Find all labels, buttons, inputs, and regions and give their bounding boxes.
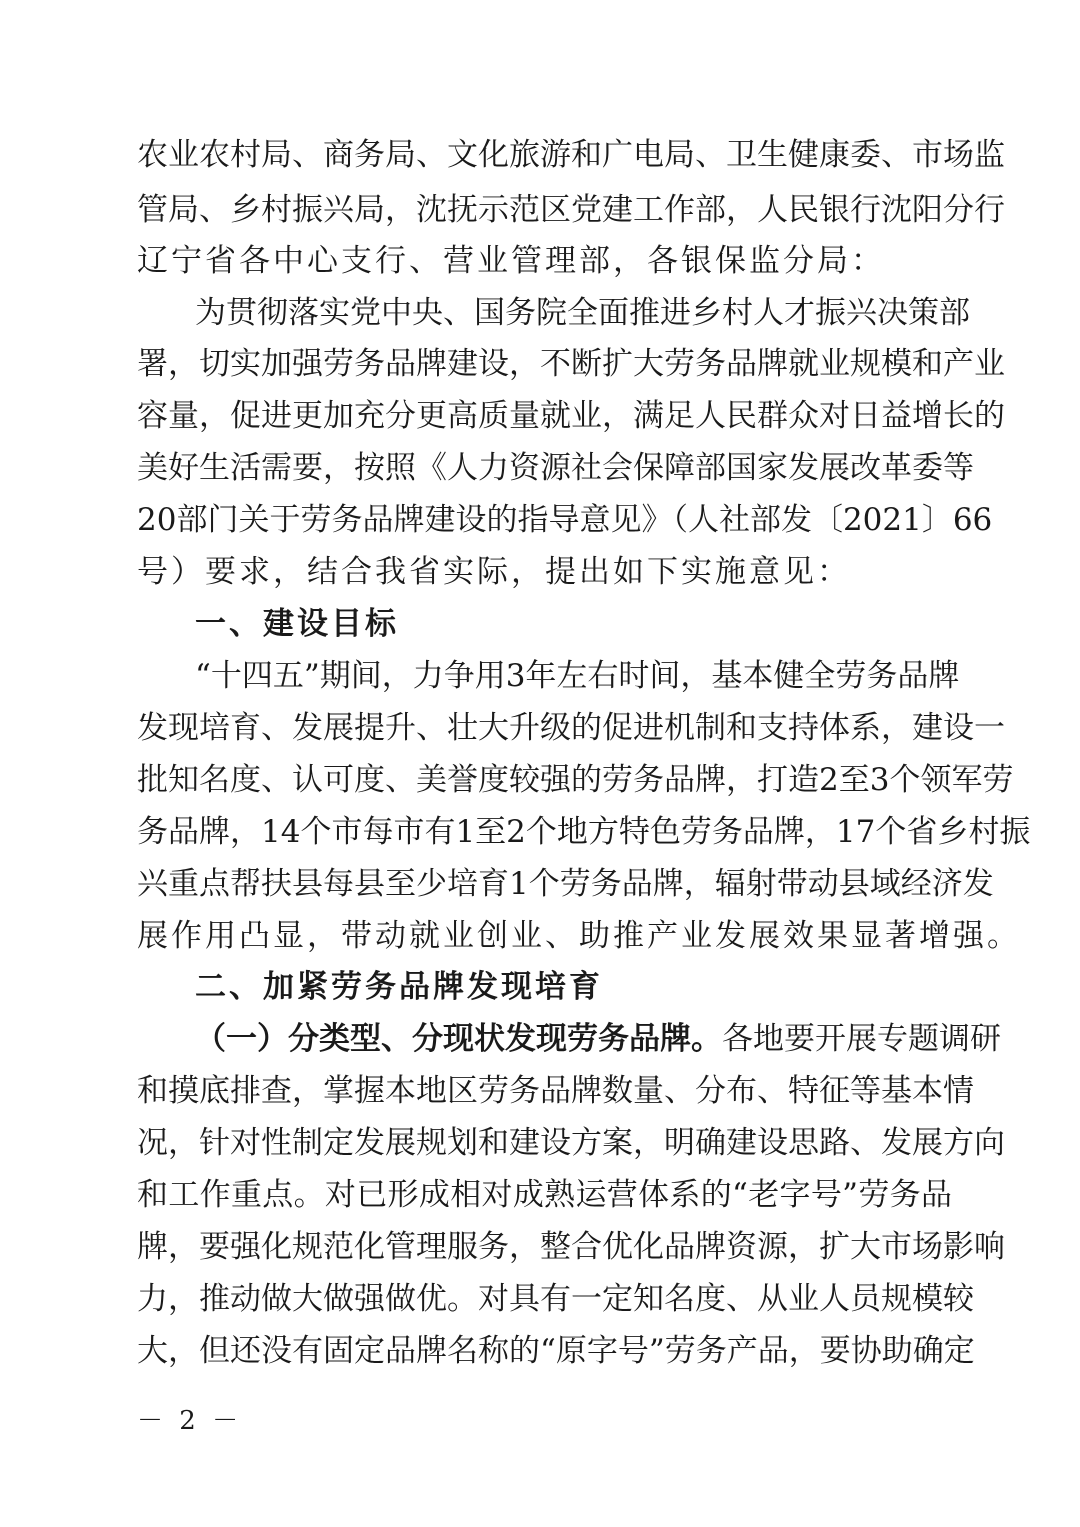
subsection-lead: （一）分类型、分现状发现劳务品牌。 <box>195 1021 722 1057</box>
section-heading-1: 一、建设目标 <box>195 606 399 642</box>
text-line-7: 美好生活需要，按照《人力资源社会保障部国家发展改革委等 <box>137 450 974 486</box>
text-line-16: 展作用凸显，带动就业创业、助推产业发展效果显著增强。 <box>137 918 1021 954</box>
subsection-rest: 各地要开展专题调研 <box>722 1021 1001 1057</box>
text-line-11: “十四五”期间，力争用3年左右时间，基本健全劳务品牌 <box>195 658 960 694</box>
text-line-9: 号）要求，结合我省实际，提出如下实施意见： <box>137 554 851 590</box>
section-heading-2: 二、加紧劳务品牌发现培育 <box>195 969 603 1005</box>
page-number: － 2 － <box>137 1406 243 1436</box>
subsection-first-line <box>195 1018 1001 1060</box>
text-line-20: 况，针对性制定发展规划和建设方案，明确建设思路、发展方向 <box>137 1125 1005 1161</box>
text-line-22: 牌，要强化规范化管理服务，整合优化品牌资源，扩大市场影响 <box>137 1229 1005 1265</box>
text-line-15: 兴重点帮扶县每县至少培育1个劳务品牌，辐射带动县域经济发 <box>137 866 994 902</box>
text-line-3: 辽宁省各中心支行、营业管理部，各银保监分局： <box>137 243 885 279</box>
text-line-24: 大，但还没有固定品牌名称的“原字号”劳务产品，要协助确定 <box>137 1333 975 1369</box>
text-line-6: 容量，促进更加充分更高质量就业，满足人民群众对日益增长的 <box>137 398 1005 434</box>
text-line-23: 力，推动做大做强做优。对具有一定知名度、从业人员规模较 <box>137 1281 974 1317</box>
text-line-19: 和摸底排查，掌握本地区劳务品牌数量、分布、特征等基本情 <box>137 1073 974 1109</box>
text-line-13: 批知名度、认可度、美誉度较强的劳务品牌，打造2至3个领军劳 <box>137 762 1014 798</box>
text-line-14: 务品牌，14个市每市有1至2个地方特色劳务品牌，17个省乡村振 <box>137 814 1031 850</box>
text-line-12: 发现培育、发展提升、壮大升级的促进机制和支持体系，建设一 <box>137 710 1005 746</box>
text-line-4: 为贯彻落实党中央、国务院全面推进乡村人才振兴决策部 <box>195 295 970 331</box>
text-line-1: 农业农村局、商务局、文化旅游和广电局、卫生健康委、市场监 <box>137 137 1005 173</box>
text-line-21: 和工作重点。对已形成相对成熟运营体系的“老字号”劳务品 <box>137 1177 952 1213</box>
text-line-8: 20部门关于劳务品牌建设的指导意见》（人社部发〔2021〕66 <box>137 502 993 538</box>
text-line-5: 署，切实加强劳务品牌建设，不断扩大劳务品牌就业规模和产业 <box>137 346 1005 382</box>
text-line-2: 管局、乡村振兴局，沈抚示范区党建工作部，人民银行沈阳分行 <box>137 192 1005 228</box>
